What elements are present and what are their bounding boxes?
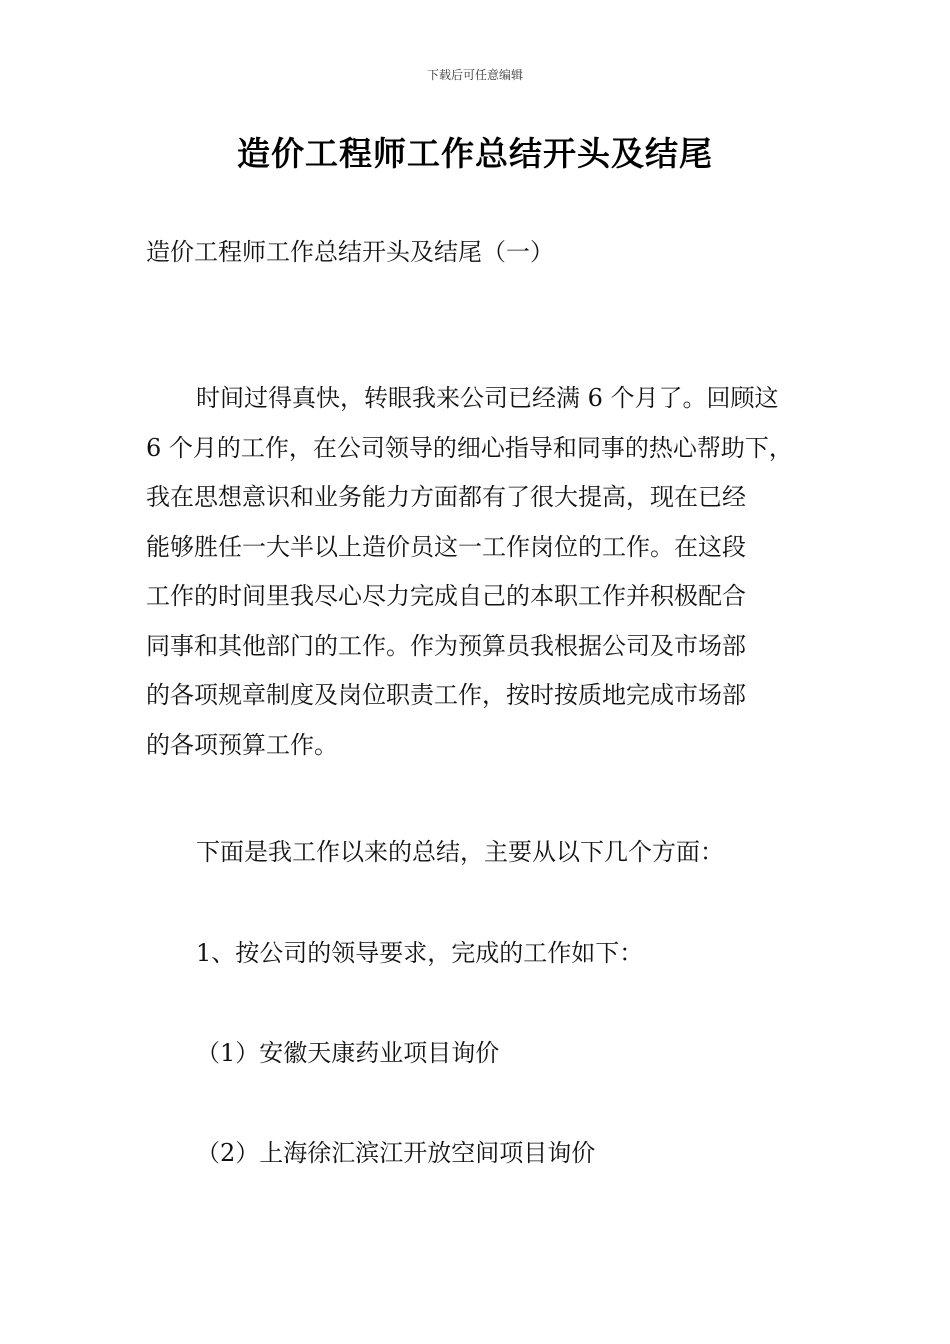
header-note: 下载后可任意编辑 — [426, 68, 523, 82]
paragraph-line: 的各项规章制度及岗位职责工作，按时按质地完成市场部 — [146, 681, 746, 709]
paragraph-line: 6 个月的工作，在公司领导的细心指导和同事的热心帮助下， — [146, 433, 793, 462]
list-item: （1）安徽天康药业项目询价 — [196, 1039, 500, 1067]
summary-intro: 下面是我工作以来的总结，主要从以下几个方面： — [196, 838, 724, 866]
list-item: （2）上海徐汇滨江开放空间项目询价 — [196, 1139, 596, 1167]
paragraph-line: 同事和其他部门的工作。作为预算员我根据公司及市场部 — [146, 631, 746, 660]
paragraph-line: 我在思想意识和业务能力方面都有了很大提高，现在已经 — [146, 483, 746, 511]
document-title: 造价工程师工作总结开头及结尾 — [237, 134, 713, 173]
paragraph-line: 时间过得真快，转眼我来公司已经满 6 个月了。回顾这 — [196, 384, 779, 412]
section-heading: 1、按公司的领导要求，完成的工作如下： — [196, 939, 644, 967]
paragraph-line: 工作的时间里我尽心尽力完成自己的本职工作并积极配合 — [146, 582, 746, 610]
paragraph-line: 的各项预算工作。 — [146, 730, 338, 759]
paragraph-line: 能够胜任一大半以上造价员这一工作岗位的工作。在这段 — [146, 532, 746, 561]
intro-paragraph — [146, 374, 826, 770]
section-subtitle: 造价工程师工作总结开头及结尾（一） — [146, 238, 554, 266]
